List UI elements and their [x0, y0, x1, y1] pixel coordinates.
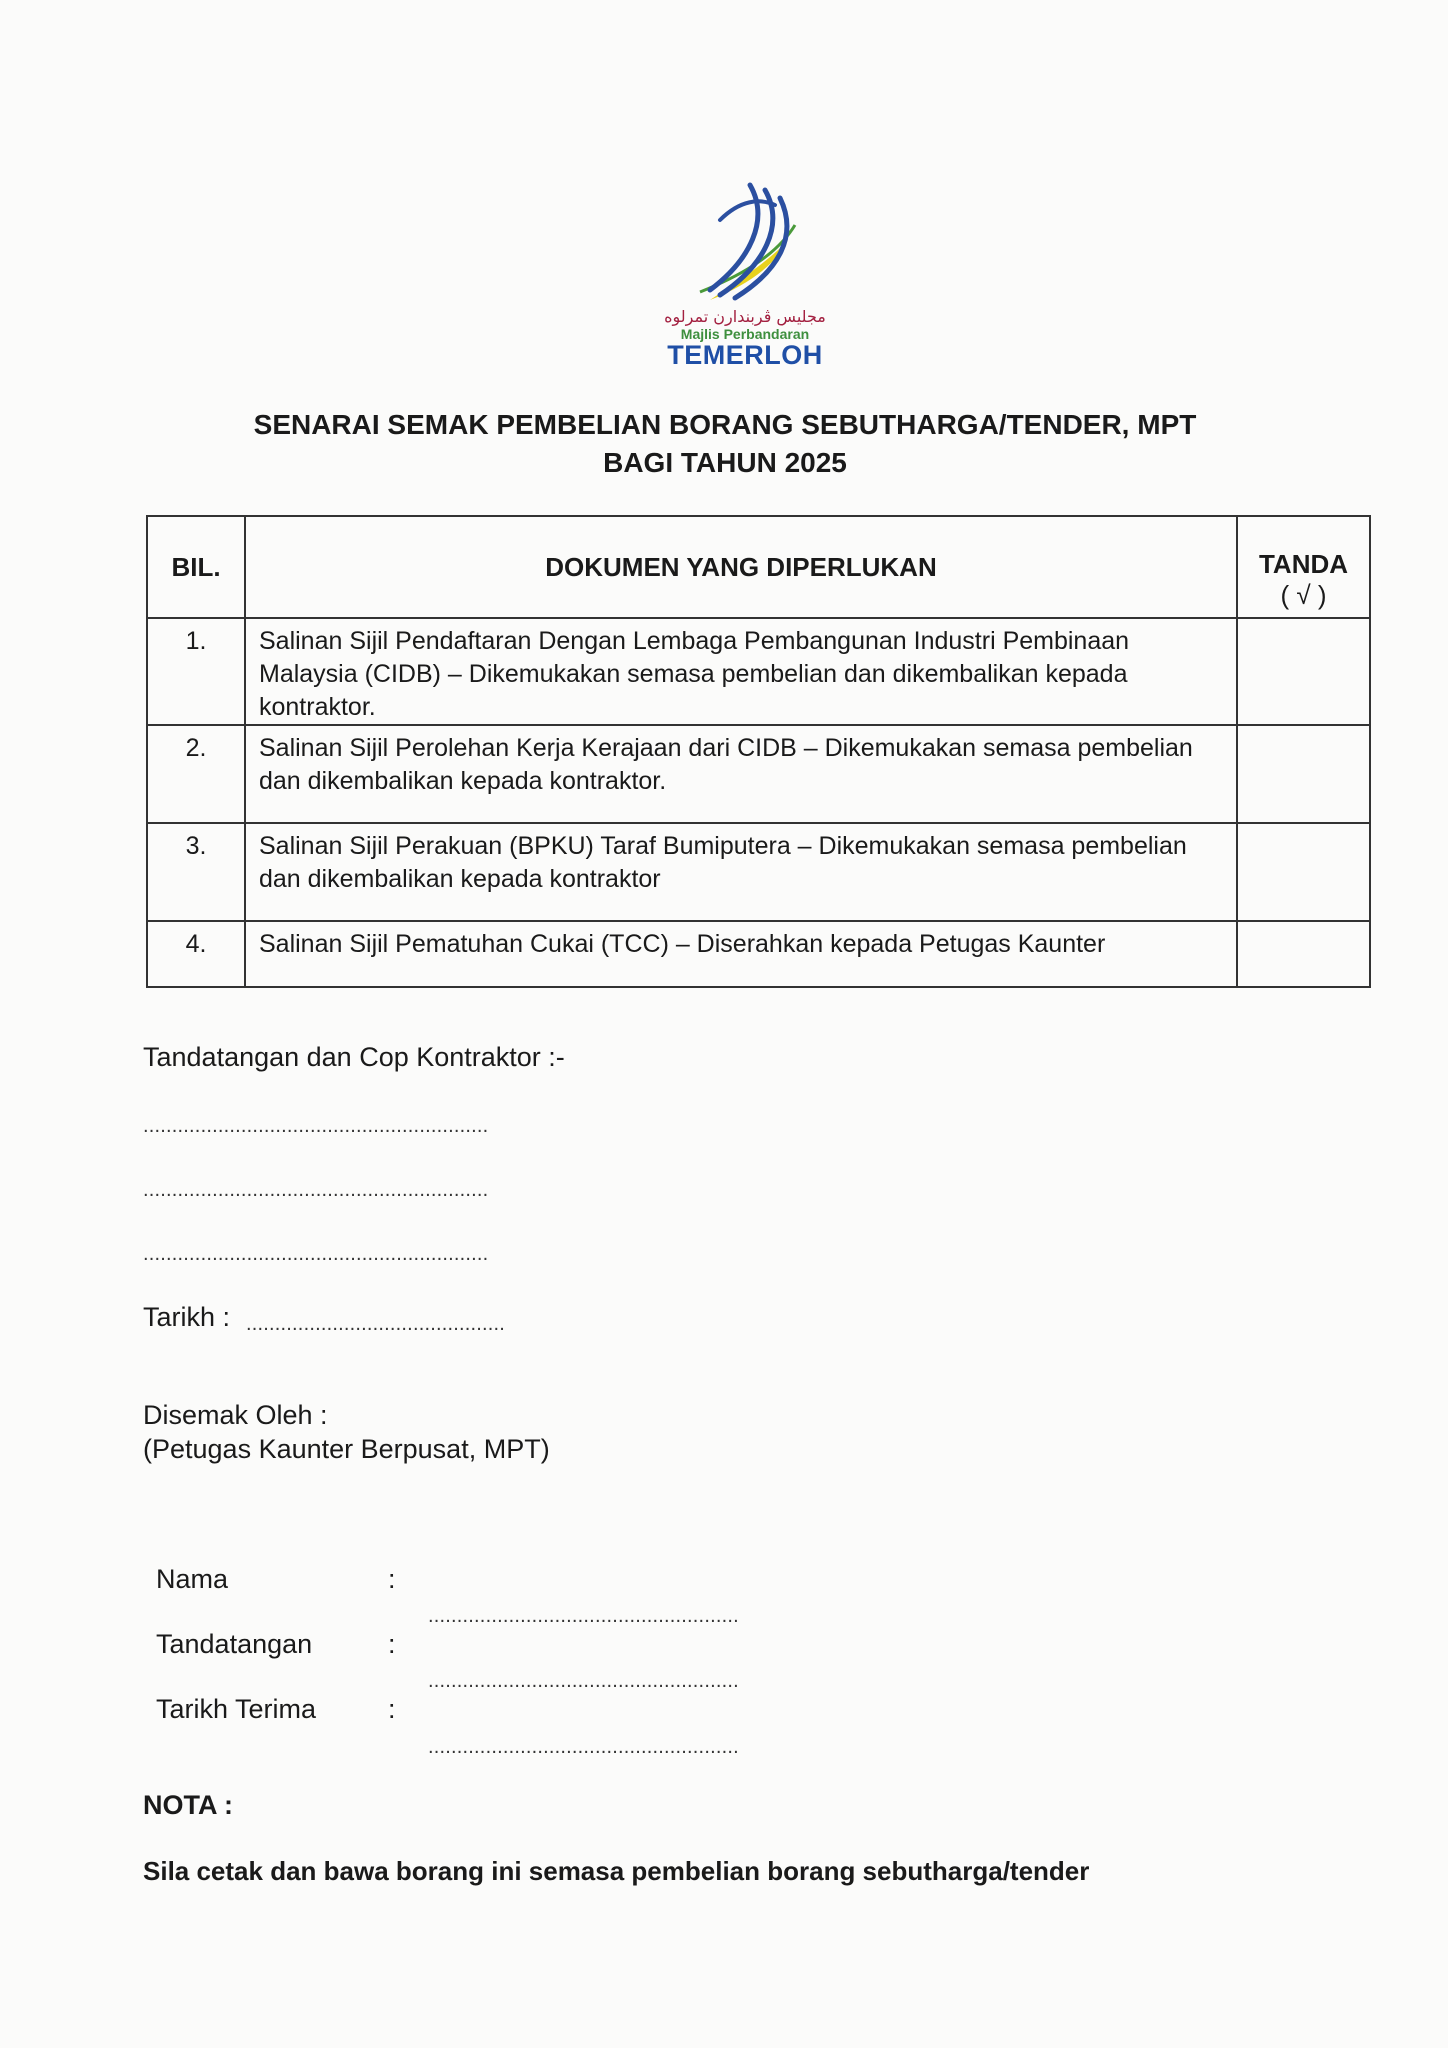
field-label-nama: Nama	[156, 1564, 229, 1594]
row-document: Salinan Sijil Pematuhan Cukai (TCC) – Diserahkan kepada Petugas Kaunter	[245, 921, 1237, 987]
table-row	[147, 823, 1370, 921]
note-label: NOTA :	[143, 1790, 233, 1820]
checked-by-label: Disemak Oleh :	[143, 1400, 328, 1430]
row-document: Salinan Sijil Perakuan (BPKU) Taraf Bumiputera – Dikemukakan semasa pembelian dan dikembalikan kepada kontraktor	[245, 823, 1237, 921]
header-doc: DOKUMEN YANG DIPERLUKAN	[245, 516, 1237, 618]
header-tanda-label: TANDA	[1258, 548, 1349, 579]
table-row	[147, 725, 1370, 823]
document-subtitle: BAGI TAHUN 2025	[603, 447, 847, 478]
header-tanda	[1237, 516, 1370, 618]
logo-jawi-text: مجليس ڤربندارن تمرلوه	[664, 307, 826, 326]
header-bil: BIL.	[147, 516, 245, 618]
signature-line-3[interactable]: ............................................................	[143, 1243, 489, 1265]
field-colon: :	[388, 1694, 396, 1724]
tarikh-terima-input-line[interactable]: ......................................................	[428, 1736, 739, 1758]
document-title: SENARAI SEMAK PEMBELIAN BORANG SEBUTHARGA/TENDER, MPT	[253, 409, 1197, 440]
logo-town-name: TEMERLOH	[667, 340, 823, 370]
row-document: Salinan Sijil Pendaftaran Dengan Lembaga Pembangunan Industri Pembinaan Malaysia (CIDB) – Dikemukakan semasa pembelian dan dikembalikan kepada kontraktor.	[245, 618, 1237, 725]
row-tick-box[interactable]	[1237, 823, 1370, 921]
field-colon: :	[388, 1564, 396, 1594]
table-row	[147, 618, 1370, 725]
row-number: 2.	[147, 725, 245, 823]
council-logo	[660, 180, 830, 370]
row-number: 4.	[147, 921, 245, 987]
logo-org-name: Majlis Perbandaran	[680, 326, 810, 342]
field-label-tarikh-terima: Tarikh Terima	[156, 1694, 317, 1724]
row-tick-box[interactable]	[1237, 725, 1370, 823]
table-row	[147, 921, 1370, 987]
tandatangan-input-line[interactable]: ......................................................	[428, 1670, 739, 1692]
contractor-date-line[interactable]: .............................................	[246, 1313, 506, 1335]
contractor-signature-label: Tandatangan dan Cop Kontraktor :-	[143, 1042, 565, 1072]
signature-line-1[interactable]: ............................................................	[143, 1115, 489, 1137]
swoosh-emblem-icon	[680, 180, 810, 310]
signature-line-2[interactable]: ............................................................	[143, 1179, 489, 1201]
table-header-row	[147, 516, 1370, 618]
nama-input-line[interactable]: ......................................................	[428, 1605, 739, 1627]
checked-by-officer: (Petugas Kaunter Berpusat, MPT)	[143, 1434, 550, 1464]
field-label-tandatangan: Tandatangan	[156, 1629, 313, 1659]
row-number: 3.	[147, 823, 245, 921]
row-tick-box[interactable]	[1237, 618, 1370, 725]
checklist-table	[146, 515, 1371, 988]
note-text: Sila cetak dan bawa borang ini semasa pembelian borang sebutharga/tender	[143, 1856, 1090, 1886]
contractor-date-label: Tarikh :	[143, 1302, 231, 1332]
checkmark-icon: ( √ )	[1280, 579, 1327, 610]
field-colon: :	[388, 1629, 396, 1659]
row-tick-box[interactable]	[1237, 921, 1370, 987]
row-document: Salinan Sijil Perolehan Kerja Kerajaan dari CIDB – Dikemukakan semasa pembelian dan dikembalikan kepada kontraktor.	[245, 725, 1237, 823]
row-number: 1.	[147, 618, 245, 725]
